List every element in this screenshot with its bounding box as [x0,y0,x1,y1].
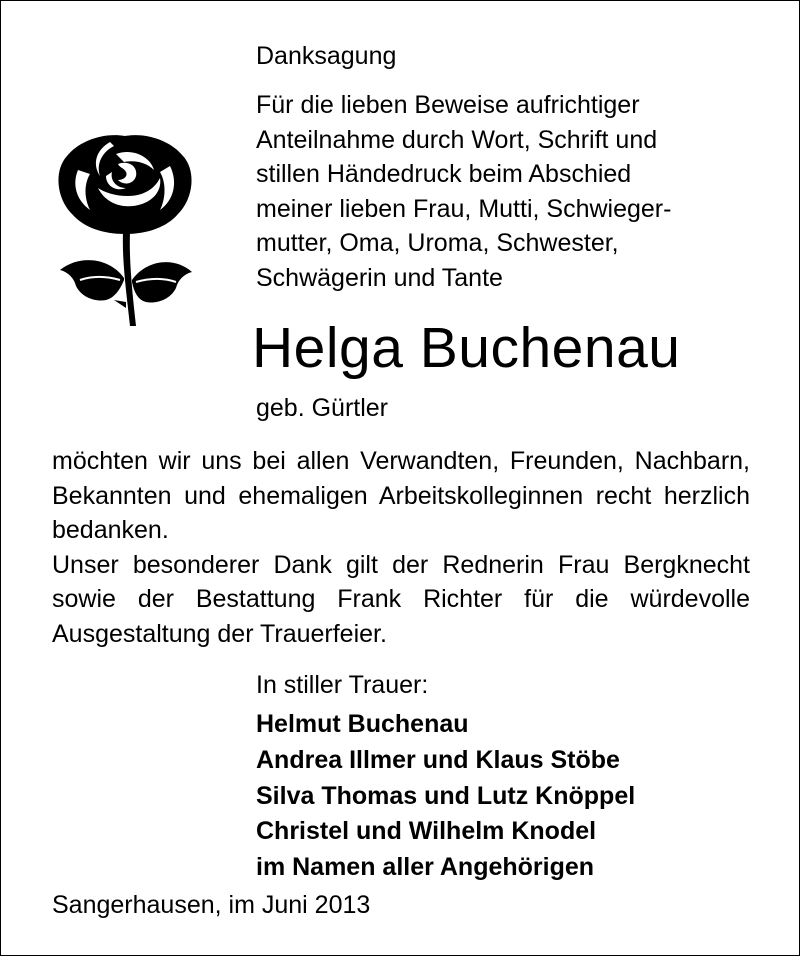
mourner-name: Silva Thomas und Lutz Knöppel [256,781,636,810]
intro-line: meiner lieben Frau, Mutti, Schwieger- [256,194,672,223]
intro-line: mutter, Oma, Uroma, Schwester, [256,229,619,257]
rose-icon [50,130,200,330]
intro-line: Für die lieben Beweise aufrichtiger [256,91,640,119]
notice-heading: Danksagung [256,42,397,70]
thanks-body [52,444,750,651]
intro-line: stillen Händedruck beim Abschied [256,160,632,188]
mourners-list [256,707,635,886]
mourner-name: Christel und Wilhelm Knodel [256,817,597,846]
intro-line: Anteilnahme durch Wort, Schrift und [256,125,658,154]
intro-text [256,88,750,295]
mourner-name: Helmut Buchenau [256,710,469,738]
deceased-name: Helga Buchenau [252,316,681,380]
place-and-date: Sangerhausen, im Juni 2013 [52,891,371,919]
mourner-name: im Namen aller Angehörigen [256,853,595,882]
intro-line: Schwägerin und Tante [256,263,503,292]
mourning-label: In stiller Trauer: [256,671,429,699]
thanks-paragraph: möchten wir uns bei allen Verwandten, Freunden, Nachbarn, Bekannten und ehemaligen Arbeitskolleginnen recht herzlich bedanken. [52,447,750,544]
maiden-name: geb. Gürtler [256,394,389,422]
thanks-paragraph: Unser besonderer Dank gilt der Rednerin Frau Bergknecht sowie der Bestattung Frank Richter für die würdevolle Ausgestaltung der Trauerfeier. [52,550,750,648]
mourner-name: Andrea Illmer und Klaus Stöbe [256,745,620,774]
